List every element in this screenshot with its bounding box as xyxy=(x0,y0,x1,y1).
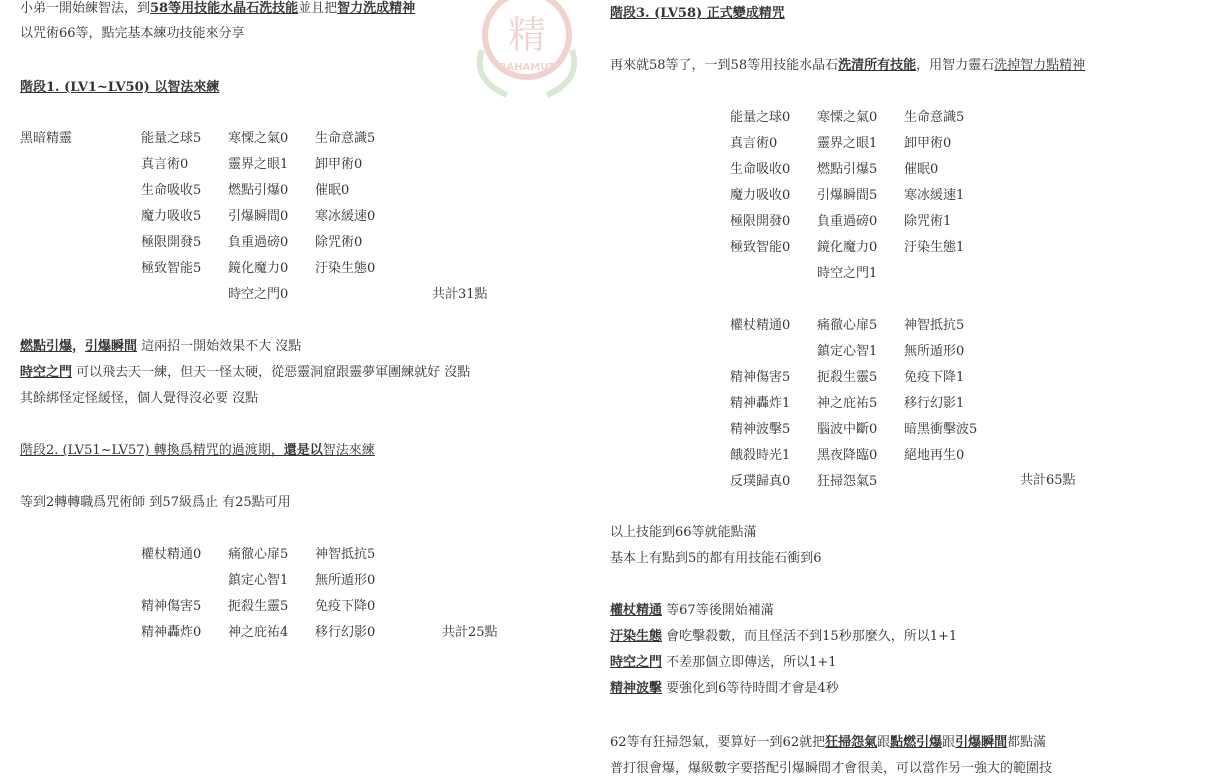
stage2-heading-c: 智法來練 xyxy=(322,443,375,458)
skill-entry: 卸甲術0 xyxy=(315,157,363,172)
summary-line-2: 基本上有點到5的都有用技能石衝到6 xyxy=(610,551,822,566)
skill-entry: 寒慄之氣0 xyxy=(228,131,289,146)
skill-entry: 引爆瞬間5 xyxy=(817,188,878,203)
skill-entry: 痛徹心扉5 xyxy=(228,547,289,562)
skill-entry: 汙染生態1 xyxy=(904,240,965,255)
skill-entry: 免疫下降1 xyxy=(904,370,965,385)
stage2-text: 等到2轉轉職爲咒術師 到57級爲止 有25點可用 xyxy=(20,495,291,510)
skill-entry: 催眠0 xyxy=(904,162,939,177)
skill-entry: 時空之門1 xyxy=(817,266,878,281)
stage1-race-label: 黑暗精靈 xyxy=(20,131,73,146)
skill-entry: 催眠0 xyxy=(315,183,350,198)
skill-entry: 除咒術0 xyxy=(315,235,363,250)
skill-entry: 極致智能5 xyxy=(141,261,202,276)
skill-entry: 黑夜降臨0 xyxy=(817,448,878,463)
intro-line-2: 以咒術66等，點完基本練功技能來分享 xyxy=(20,26,245,41)
intro-bold-2: 智力洗成精神 xyxy=(337,1,416,16)
note1-text: 這兩招一開始效果不大 沒點 xyxy=(137,339,302,354)
stage3-intro-bold: 洗清所有技能 xyxy=(838,58,917,73)
skill-entry: 時空之門0 xyxy=(228,287,289,302)
skill-entry: 免疫下降0 xyxy=(315,599,376,614)
skill-entry: 權杖精通0 xyxy=(730,318,791,333)
svg-text:精: 精 xyxy=(507,13,547,57)
skill-entry: 靈界之眼1 xyxy=(817,136,878,151)
skill-entry: 精神傷害5 xyxy=(141,599,202,614)
stage2-heading-a: 階段2. (LV51~LV57) 轉換爲精咒的過渡期， xyxy=(20,443,284,458)
note-line-1 xyxy=(20,338,301,356)
skill-entry: 精神轟炸0 xyxy=(141,625,202,640)
final-line-2: 普打很會爆，爆級數字要搭配引爆瞬間才會很美，可以當作另一強大的範圍技 xyxy=(610,761,1053,776)
skill-entry: 生命意識5 xyxy=(315,131,376,146)
note2-skill: 時空之門 xyxy=(20,365,73,380)
note-row xyxy=(610,628,957,646)
summary-line-1: 以上技能到66等就能點滿 xyxy=(610,525,757,540)
skill-entry: 暗黑衝擊波5 xyxy=(904,422,978,437)
note1-skill-a: 燃點引爆 xyxy=(20,339,73,354)
skill-entry: 寒慄之氣0 xyxy=(817,110,878,125)
skill-entry: 生命吸收0 xyxy=(730,162,791,177)
svg-text:BAHAMUT: BAHAMUT xyxy=(498,62,556,73)
note-text: 要強化到6等待時間才會是4秒 xyxy=(662,681,839,696)
skill-entry: 鎮定心智1 xyxy=(228,573,289,588)
final-skill-1: 狂掃怨氣 xyxy=(825,735,878,750)
skill-entry: 權杖精通0 xyxy=(141,547,202,562)
skill-entry: 真言術0 xyxy=(730,136,778,151)
note-line-2 xyxy=(20,364,470,382)
stage3-total: 共計65點 xyxy=(1020,473,1076,488)
skill-entry: 汙染生態0 xyxy=(315,261,376,276)
skill-entry: 狂掃怨氣5 xyxy=(817,474,878,489)
final-c: 跟 xyxy=(877,735,891,750)
note-text: 會吃擊殺數，而且怪活不到15秒那麼久，所以1+1 xyxy=(662,629,958,644)
skill-entry: 能量之球5 xyxy=(141,131,202,146)
skill-entry: 痛徹心扉5 xyxy=(817,318,878,333)
skill-entry: 引爆瞬間0 xyxy=(228,209,289,224)
skill-entry: 真言術0 xyxy=(141,157,189,172)
final-a: 62等有狂掃怨氣，要算好一到62就把 xyxy=(610,735,826,750)
skill-entry: 燃點引爆0 xyxy=(228,183,289,198)
intro-line-1 xyxy=(20,0,415,18)
final-skill-2: 點燃引爆 xyxy=(890,735,943,750)
stage2-total: 共計25點 xyxy=(442,625,498,640)
stage3-intro xyxy=(610,57,1085,75)
skill-entry: 極限開發5 xyxy=(141,235,202,250)
stage3-intro-prefix: 再來就58等了，一到58等用技能水晶石 xyxy=(610,58,839,73)
skill-entry: 鏡化魔力0 xyxy=(228,261,289,276)
note-row xyxy=(610,602,774,620)
skill-entry: 扼殺生靈5 xyxy=(817,370,878,385)
skill-entry: 無所遁形0 xyxy=(904,344,965,359)
skill-entry: 魔力吸收5 xyxy=(141,209,202,224)
note-row xyxy=(610,680,839,698)
skill-entry: 餓殺時光1 xyxy=(730,448,791,463)
skill-entry: 極致智能0 xyxy=(730,240,791,255)
stage2-heading-b: 還是以 xyxy=(283,443,323,458)
skill-entry: 神之庇祐5 xyxy=(817,396,878,411)
skill-entry: 負重過磅0 xyxy=(817,214,878,229)
intro-mid: 並且把 xyxy=(298,1,338,16)
skill-entry: 極限開發0 xyxy=(730,214,791,229)
note-row xyxy=(610,654,837,672)
skill-entry: 扼殺生靈5 xyxy=(228,599,289,614)
skill-entry: 負重過磅0 xyxy=(228,235,289,250)
skill-entry: 絕地再生0 xyxy=(904,448,965,463)
skill-entry: 神之庇祐4 xyxy=(228,625,289,640)
skill-entry: 寒冰緩速1 xyxy=(904,188,965,203)
note-text: 不差那個立即傳送，所以1+1 xyxy=(662,655,837,670)
skill-entry: 精神波擊5 xyxy=(730,422,791,437)
skill-entry: 精神轟炸1 xyxy=(730,396,791,411)
skill-entry: 燃點引爆5 xyxy=(817,162,878,177)
skill-entry: 卸甲術0 xyxy=(904,136,952,151)
intro-prefix: 小弟一開始練智法，到 xyxy=(20,1,151,16)
note1-sep: ， xyxy=(72,339,86,354)
final-skill-3: 引爆瞬間 xyxy=(955,735,1008,750)
skill-entry: 靈界之眼1 xyxy=(228,157,289,172)
note-skill-name: 精神波擊 xyxy=(610,681,663,696)
skill-entry: 移行幻影1 xyxy=(904,396,965,411)
stage1-total: 共計31點 xyxy=(432,287,488,302)
skill-entry: 神智抵抗5 xyxy=(315,547,376,562)
note2-text: 可以飛去天一練，但天一怪太硬，從惡靈洞窟跟靈夢軍團練就好 沒點 xyxy=(72,365,471,380)
skill-entry: 腦波中斷0 xyxy=(817,422,878,437)
final-e: 都點滿 xyxy=(1007,735,1047,750)
intro-bold-1: 58等用技能水晶石洗技能 xyxy=(150,1,299,16)
stage1-heading: 階段1. (LV1~LV50) 以智法來練 xyxy=(20,80,220,95)
skill-entry: 移行幻影0 xyxy=(315,625,376,640)
note-skill-name: 汙染生態 xyxy=(610,629,663,644)
skill-entry: 無所遁形0 xyxy=(315,573,376,588)
note-skill-name: 權杖精通 xyxy=(610,603,663,618)
bahamut-watermark-logo xyxy=(462,0,592,100)
skill-entry: 神智抵抗5 xyxy=(904,318,965,333)
skill-entry: 能量之球0 xyxy=(730,110,791,125)
note-text: 等67等後開始補滿 xyxy=(662,603,774,618)
stage3-heading: 階段3. (LV58) 正式變成精咒 xyxy=(610,6,785,21)
skill-entry: 除咒術1 xyxy=(904,214,952,229)
note1-skill-b: 引爆瞬間 xyxy=(85,339,138,354)
skill-entry: 精神傷害5 xyxy=(730,370,791,385)
stage2-heading xyxy=(20,442,375,460)
stage3-intro-underline: 洗掉智力點精神 xyxy=(994,58,1086,73)
skill-entry: 反璞歸真0 xyxy=(730,474,791,489)
note-skill-name: 時空之門 xyxy=(610,655,663,670)
final-line-1 xyxy=(610,734,1046,752)
skill-entry: 鎮定心智1 xyxy=(817,344,878,359)
stage3-intro-mid: ，用智力靈石 xyxy=(916,58,995,73)
skill-entry: 魔力吸收0 xyxy=(730,188,791,203)
skill-entry: 生命意識5 xyxy=(904,110,965,125)
skill-entry: 生命吸收5 xyxy=(141,183,202,198)
skill-entry: 寒冰緩速0 xyxy=(315,209,376,224)
note-line-3: 其餘綁怪定怪緩怪，個人覺得沒必要 沒點 xyxy=(20,391,259,406)
skill-entry: 鏡化魔力0 xyxy=(817,240,878,255)
final-d: 跟 xyxy=(942,735,956,750)
